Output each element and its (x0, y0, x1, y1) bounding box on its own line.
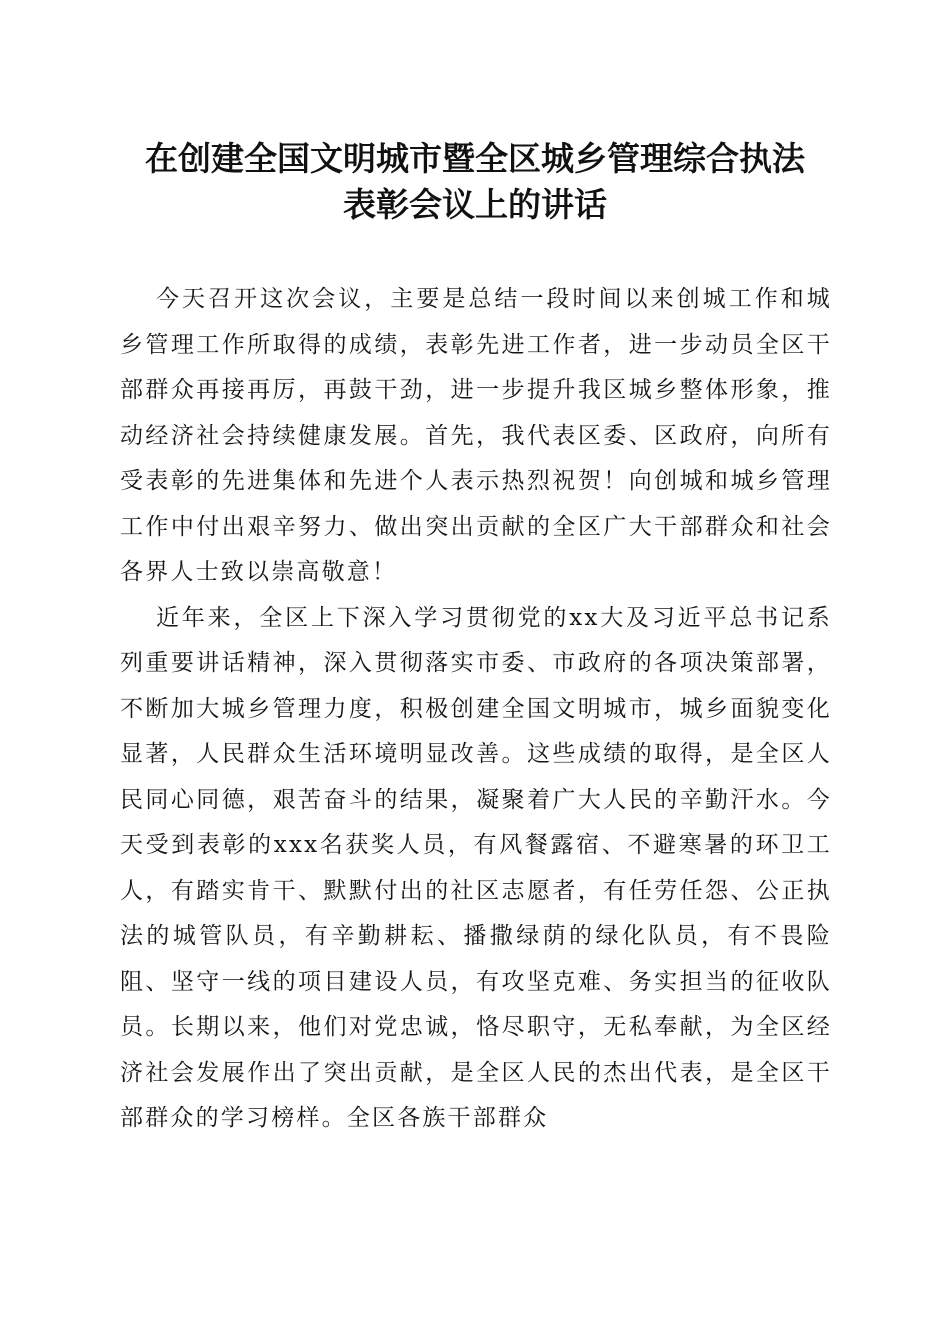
document-body (120, 277, 832, 1142)
document-title (100, 136, 850, 228)
title-line-1: 在创建全国文明城市暨全区城乡管理综合执法 (145, 139, 805, 178)
title-line-2: 表彰会议上的讲话 (343, 185, 607, 224)
paragraph-opening: 今天召开这次会议，主要是总结一段时间以来创城工作和城乡管理工作所取得的成绩，表彰先进工作者，进一步动员全区干部群众再接再厉，再鼓干劲，进一步提升我区城乡整体形象，推动经济社会持续健康发展。首先，我代表区委、区政府，向所有受表彰的先进集体和先进个人表示热烈祝贺！向创城和城乡管理工作中付出艰辛努力、做出突出贡献的全区广大干部群众和社会各界人士致以崇高敬意！ (120, 286, 832, 585)
paragraph-achievements: 近年来，全区上下深入学习贯彻党的xx大及习近平总书记系列重要讲话精神，深入贯彻落实市委、市政府的各项决策部署，不断加大城乡管理力度，积极创建全国文明城市，城乡面貌变化显著，人民群众生活环境明显改善。这些成绩的取得，是全区人民同心同德，艰苦奋斗的结果，凝聚着广大人民的辛勤汗水。今天受到表彰的xxx名获奖人员，有风餐露宿、不避寒暑的环卫工人，有踏实肯干、默默付出的社区志愿者，有任劳任怨、公正执法的城管队员，有辛勤耕耘、播撒绿荫的绿化队员，有不畏险阻、坚守一线的项目建设人员，有攻坚克难、务实担当的征收队员。长期以来，他们对党忠诚，恪尽职守，无私奉献，为全区经济社会发展作出了突出贡献，是全区人民的杰出代表，是全区干部群众的学习榜样。全区各族干部群众 (120, 604, 832, 1131)
